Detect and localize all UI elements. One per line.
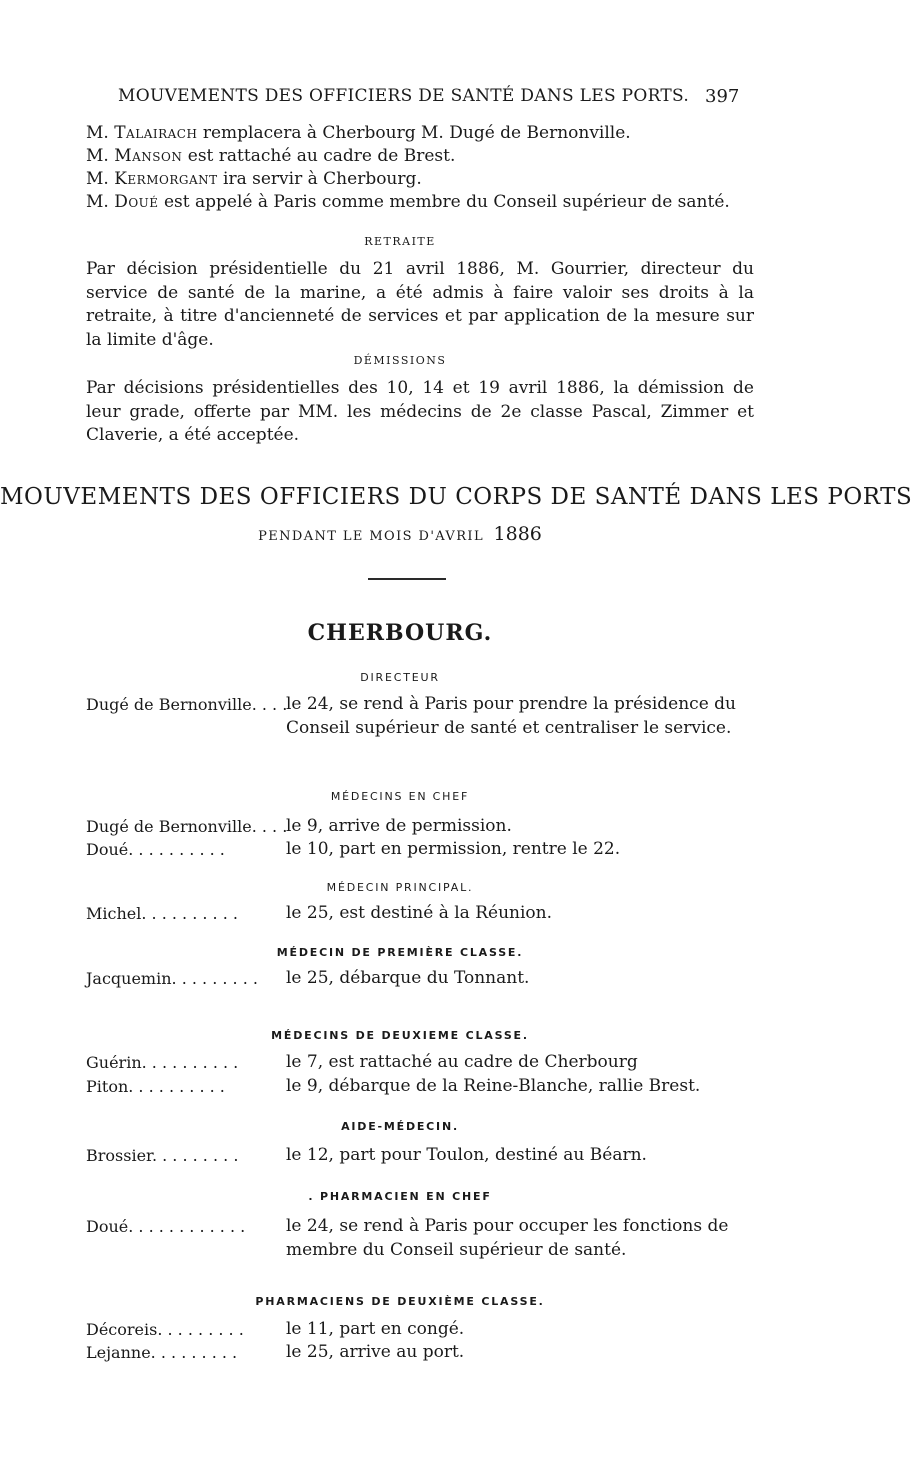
subtitle-text: PENDANT LE MOIS D'AVRIL	[258, 529, 484, 544]
entry-name: Décoreis. . . . . . . . .	[86, 1320, 244, 1339]
entry-description-text: le 25, débarque du Tonnant.	[286, 968, 530, 988]
rank-heading: PHARMACIENS DE DEUXIÈME CLASSE.	[255, 1295, 545, 1308]
subtitle-year: 1886	[493, 523, 542, 545]
page-number: 397	[705, 86, 740, 107]
rank-heading: MÉDECINS DE DEUXIEME CLASSE.	[271, 1029, 529, 1042]
intro-line	[86, 146, 455, 166]
intro-line	[86, 123, 631, 143]
entry-description: le 9, débarque de la Reine-Blanche, rallie Brest.	[286, 1076, 701, 1096]
intro-prefix: M.	[86, 192, 109, 212]
demissions-paragraph: Par décisions présidentielles des 10, 14 et 19 avril 1886, la démission de leur grade, offerte par MM. les médecins de 2e classe Pascal, Zimmer et Claverie, a été acceptée.	[86, 378, 754, 445]
officer-name: Talairach	[114, 123, 198, 143]
intro-text: est rattaché au cadre de Brest.	[187, 146, 456, 166]
officer-name: Manson	[114, 146, 183, 166]
port-heading: CHERBOURG.	[307, 620, 493, 646]
entry-description: le 11, part en congé.	[286, 1319, 465, 1339]
subtitle	[0, 523, 800, 545]
running-title: MOUVEMENTS DES OFFICIERS DE SANTÉ DANS LES PORTS.	[118, 86, 690, 106]
entry-description: le 25, arrive au port.	[286, 1342, 465, 1362]
rank-heading: MÉDECIN PRINCIPAL.	[326, 881, 474, 894]
rank-heading: MÉDECIN DE PREMIÈRE CLASSE.	[276, 946, 524, 959]
rank-heading: . PHARMACIEN EN CHEF	[308, 1190, 492, 1203]
entry-description: le 24, se rend à Paris pour prendre la présidence du Conseil supérieur de santé et centraliser le service.	[286, 694, 736, 738]
rank-heading: DIRECTEUR	[360, 671, 440, 684]
main-title: MOUVEMENTS DES OFFICIERS DU CORPS DE SANTÉ DANS LES PORTS	[0, 484, 912, 510]
rank-heading: MÉDECINS EN CHEF	[330, 790, 470, 803]
retraite-paragraph: Par décision présidentielle du 21 avril 1886, M. Gourrier, directeur du service de santé de la marine, a été admis à faire valoir ses droits à la retraite, à titre d'ancienneté de services et par application de la mesure sur la limite d'âge.	[86, 259, 754, 350]
officer-name: Kermorgant	[114, 169, 218, 189]
entry-description: le 12, part pour Toulon, destiné au Béarn.	[286, 1145, 647, 1165]
demissions-heading: DÉMISSIONS	[353, 354, 447, 367]
intro-text: remplacera à Cherbourg M. Dugé de Bernonville.	[202, 123, 631, 143]
intro-text: est appelé à Paris comme membre du Conseil supérieur de santé.	[163, 192, 730, 212]
entry-description: le 24, se rend à Paris pour occuper les fonctions de membre du Conseil supérieur de santé.	[286, 1216, 729, 1260]
intro-prefix: M.	[86, 146, 109, 166]
entry-name: Jacquemin. . . . . . . . .	[86, 969, 258, 988]
intro-prefix: M.	[86, 123, 109, 143]
entry-description: le 25, est destiné à la Réunion.	[286, 903, 553, 923]
entry-description: le 7, est rattaché au cadre de Cherbourg	[286, 1052, 638, 1072]
intro-text: ira servir à Cherbourg.	[223, 169, 422, 189]
entry-name: Doué. . . . . . . . . . . .	[86, 1217, 246, 1236]
rank-heading: AIDE-MÉDECIN.	[341, 1120, 459, 1133]
entry-name: Dugé de Bernonville. . . .	[86, 817, 288, 836]
retraite-heading: RETRAITE	[364, 235, 436, 248]
entry-description: le 10, part en permission, rentre le 22.	[286, 839, 621, 859]
intro-prefix: M.	[86, 169, 109, 189]
divider-rule	[368, 578, 446, 580]
entry-name: Piton. . . . . . . . . .	[86, 1077, 225, 1096]
intro-line	[86, 192, 730, 212]
intro-line	[86, 169, 422, 189]
entry-description: le 9, arrive de permission.	[286, 816, 512, 836]
officer-name: Doué	[114, 192, 159, 212]
entry-name: Dugé de Bernonville. . . .	[86, 695, 288, 714]
entry-name: Doué. . . . . . . . . .	[86, 840, 225, 859]
entry-name: Lejanne. . . . . . . . .	[86, 1343, 238, 1362]
entry-name: Guérin. . . . . . . . . .	[86, 1053, 239, 1072]
entry-name: Brossier. . . . . . . . .	[86, 1146, 239, 1165]
entry-description	[286, 967, 756, 991]
entry-name: Michel. . . . . . . . . .	[86, 904, 238, 923]
